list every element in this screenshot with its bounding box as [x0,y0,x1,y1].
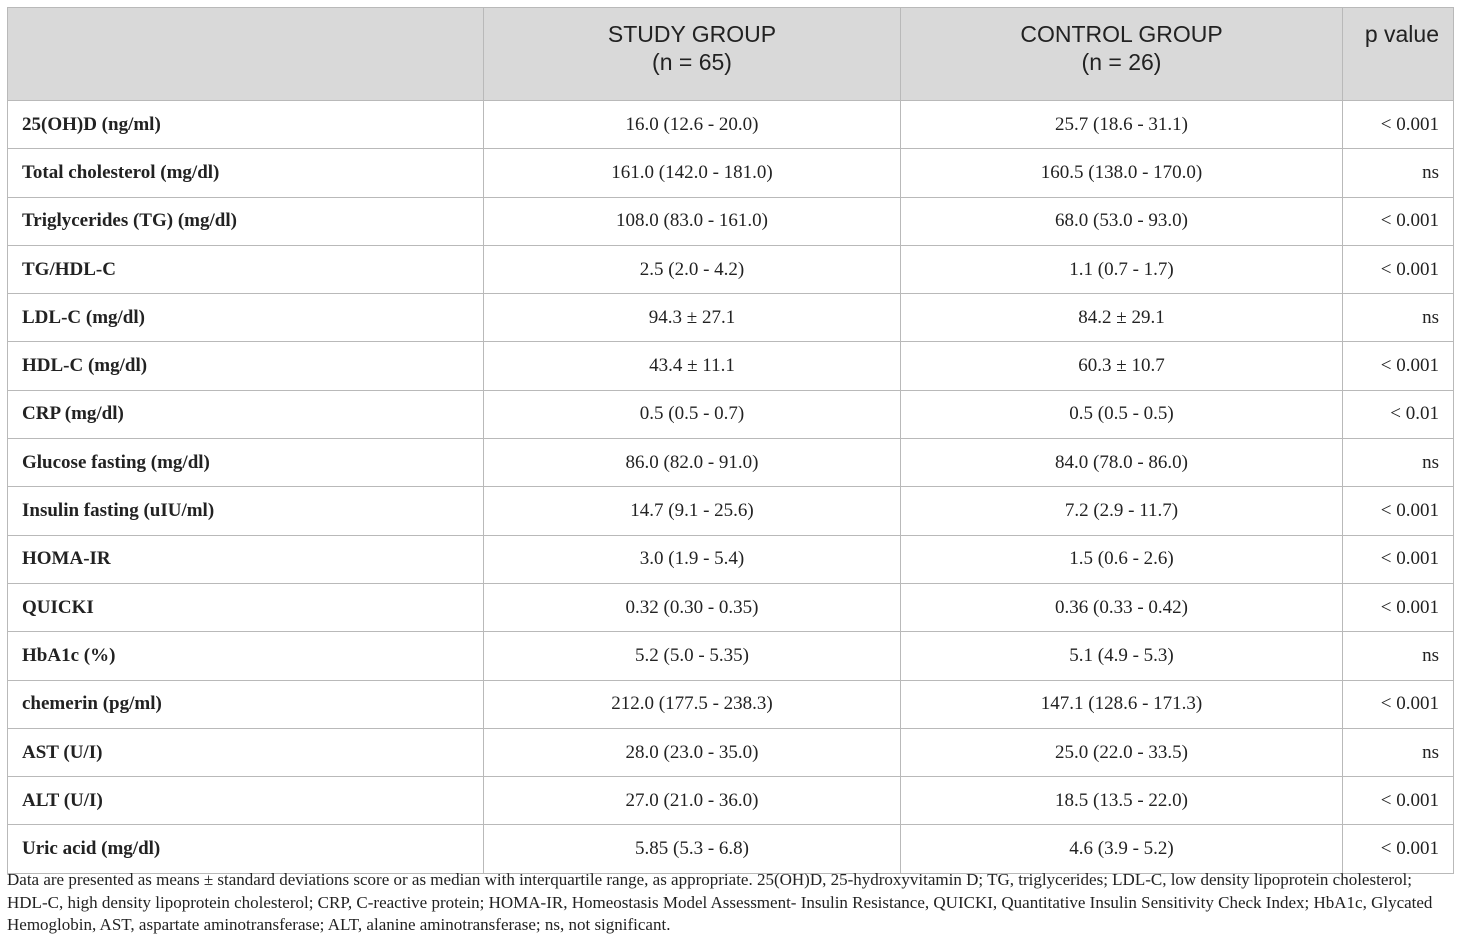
row-label: LDL-C (mg/dl) [8,294,484,342]
study-group-value: 5.2 (5.0 - 5.35) [484,632,901,680]
p-value: ns [1343,294,1454,342]
row-label: ALT (U/I) [8,777,484,825]
table-row [8,632,1454,680]
table-row [8,101,1454,149]
table-row [8,245,1454,293]
table-row [8,294,1454,342]
table-footnote: Data are presented as means ± standard deviations score or as median with interquartile range, as appropriate. 25(OH)D, 25-hydroxyvitamin D; TG, triglycerides; LDL-C, low density lipoprotein cholesterol; HDL-C, high density lipoprotein cholesterol; CRP, C-reactive protein; HOMA-IR, Homeostasis Model Assessment- Insulin Resistance, QUICKI, Quantitative Insulin Sensitivity Check Index; HbA1c, Glycated Hemoglobin, AST, aspartate aminotransferase; ALT, alanine aminotransferase; ns, not significant. [7,870,1433,934]
control-group-value: 0.36 (0.33 - 0.42) [901,583,1343,631]
p-value: ns [1343,439,1454,487]
control-group-value: 160.5 (138.0 - 170.0) [901,149,1343,197]
table-row [8,583,1454,631]
table-row [8,439,1454,487]
row-label: chemerin (pg/ml) [8,680,484,728]
study-group-value: 2.5 (2.0 - 4.2) [484,245,901,293]
table-body [8,101,1454,874]
control-group-value: 18.5 (13.5 - 22.0) [901,777,1343,825]
control-group-value: 7.2 (2.9 - 11.7) [901,487,1343,535]
study-group-value: 212.0 (177.5 - 238.3) [484,680,901,728]
study-group-value: 0.32 (0.30 - 0.35) [484,583,901,631]
table-row [8,825,1454,873]
study-group-value: 16.0 (12.6 - 20.0) [484,101,901,149]
control-group-title: CONTROL GROUP [1020,21,1223,47]
study-group-value: 14.7 (9.1 - 25.6) [484,487,901,535]
row-label: HbA1c (%) [8,632,484,680]
study-group-value: 108.0 (83.0 - 161.0) [484,197,901,245]
header-control-group [901,8,1343,101]
p-value: < 0.001 [1343,777,1454,825]
p-value: < 0.001 [1343,197,1454,245]
data-table [7,7,1454,874]
control-group-value: 4.6 (3.9 - 5.2) [901,825,1343,873]
header-study-group [484,8,901,101]
control-group-value: 0.5 (0.5 - 0.5) [901,390,1343,438]
p-value: < 0.001 [1343,245,1454,293]
row-label: Triglycerides (TG) (mg/dl) [8,197,484,245]
control-group-value: 84.2 ± 29.1 [901,294,1343,342]
study-group-value: 27.0 (21.0 - 36.0) [484,777,901,825]
table-header [8,8,1454,101]
p-value: < 0.01 [1343,390,1454,438]
study-group-value: 43.4 ± 11.1 [484,342,901,390]
row-label: AST (U/I) [8,728,484,776]
study-group-value: 28.0 (23.0 - 35.0) [484,728,901,776]
row-label: 25(OH)D (ng/ml) [8,101,484,149]
p-value: ns [1343,728,1454,776]
p-value: < 0.001 [1343,342,1454,390]
p-value: < 0.001 [1343,487,1454,535]
control-group-value: 5.1 (4.9 - 5.3) [901,632,1343,680]
table-row [8,197,1454,245]
row-label: TG/HDL-C [8,245,484,293]
p-value: ns [1343,149,1454,197]
p-value: < 0.001 [1343,101,1454,149]
study-group-value: 94.3 ± 27.1 [484,294,901,342]
control-group-value: 25.0 (22.0 - 33.5) [901,728,1343,776]
control-group-value: 1.5 (0.6 - 2.6) [901,535,1343,583]
study-group-value: 3.0 (1.9 - 5.4) [484,535,901,583]
table-row [8,487,1454,535]
p-value: ns [1343,632,1454,680]
control-group-value: 60.3 ± 10.7 [901,342,1343,390]
study-group-value: 161.0 (142.0 - 181.0) [484,149,901,197]
control-group-value: 1.1 (0.7 - 1.7) [901,245,1343,293]
p-value: < 0.001 [1343,825,1454,873]
table-row [8,777,1454,825]
row-label: HOMA-IR [8,535,484,583]
study-group-value: 86.0 (82.0 - 91.0) [484,439,901,487]
control-group-value: 25.7 (18.6 - 31.1) [901,101,1343,149]
row-label: Glucose fasting (mg/dl) [8,439,484,487]
control-group-value: 84.0 (78.0 - 86.0) [901,439,1343,487]
study-group-value: 5.85 (5.3 - 6.8) [484,825,901,873]
control-group-n: (n = 26) [1081,49,1162,75]
row-label: Insulin fasting (uIU/ml) [8,487,484,535]
p-value: < 0.001 [1343,680,1454,728]
control-group-value: 147.1 (128.6 - 171.3) [901,680,1343,728]
table-row [8,149,1454,197]
study-group-value: 0.5 (0.5 - 0.7) [484,390,901,438]
study-group-title: STUDY GROUP [607,21,777,47]
header-p-value: p value [1343,8,1454,101]
row-label: CRP (mg/dl) [8,390,484,438]
table-row [8,390,1454,438]
p-value: < 0.001 [1343,535,1454,583]
header-label-cell [8,8,484,101]
row-label: Uric acid (mg/dl) [8,825,484,873]
control-group-value: 68.0 (53.0 - 93.0) [901,197,1343,245]
row-label: Total cholesterol (mg/dl) [8,149,484,197]
table-row [8,535,1454,583]
p-value: < 0.001 [1343,583,1454,631]
table-row [8,342,1454,390]
table-row [8,728,1454,776]
header-row [8,8,1454,101]
table-row [8,680,1454,728]
row-label: QUICKI [8,583,484,631]
row-label: HDL-C (mg/dl) [8,342,484,390]
study-group-n: (n = 65) [652,49,732,75]
